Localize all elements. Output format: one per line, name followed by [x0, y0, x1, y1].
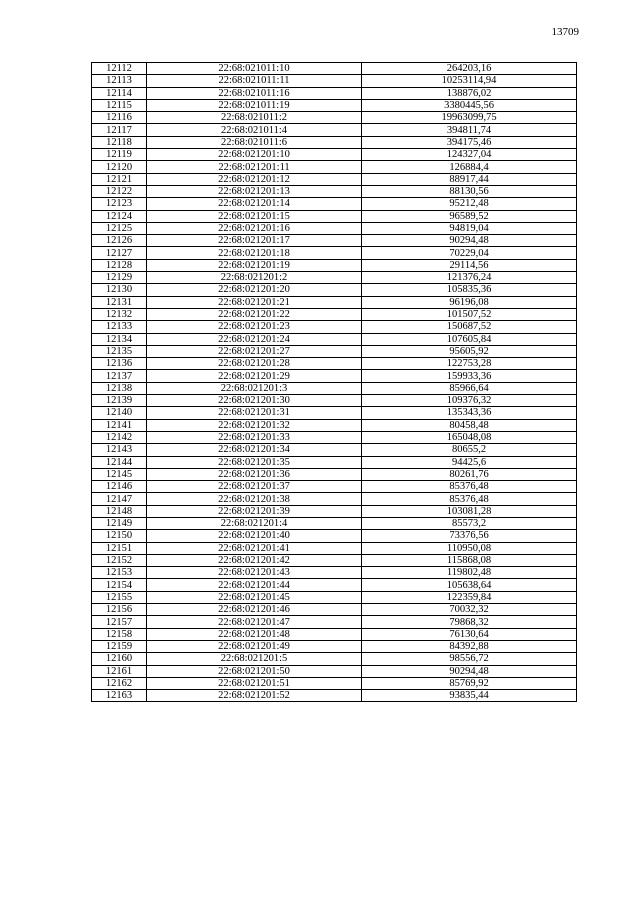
row-number-cell: 12120 [92, 161, 147, 173]
cadastral-number-cell: 22:68:021201:30 [147, 395, 362, 407]
table-row [92, 395, 577, 407]
cadastral-value-cell: 119802,48 [362, 567, 577, 579]
cadastral-number-cell: 22:68:021201:10 [147, 149, 362, 161]
cadastral-number-cell: 22:68:021201:11 [147, 161, 362, 173]
table-row [92, 382, 577, 394]
cadastral-value-cell: 165048,08 [362, 431, 577, 443]
row-number-cell: 12163 [92, 690, 147, 702]
row-number-cell: 12147 [92, 493, 147, 505]
cadastral-value-cell: 88917,44 [362, 173, 577, 185]
table-row [92, 616, 577, 628]
cadastral-number-cell: 22:68:021201:33 [147, 431, 362, 443]
cadastral-value-cell: 85573,2 [362, 517, 577, 529]
cadastral-value-cell: 109376,32 [362, 395, 577, 407]
cadastral-value-cell: 95605,92 [362, 345, 577, 357]
row-number-cell: 12148 [92, 505, 147, 517]
row-number-cell: 12145 [92, 468, 147, 480]
cadastral-value-cell: 84392,88 [362, 640, 577, 652]
cadastral-value-cell: 94819,04 [362, 222, 577, 234]
cadastral-number-cell: 22:68:021201:14 [147, 198, 362, 210]
cadastral-number-cell: 22:68:021011:10 [147, 63, 362, 75]
table-row [92, 321, 577, 333]
row-number-cell: 12116 [92, 112, 147, 124]
cadastral-value-cell: 19963099,75 [362, 112, 577, 124]
cadastral-number-cell: 22:68:021201:43 [147, 567, 362, 579]
row-number-cell: 12125 [92, 222, 147, 234]
table-row [92, 308, 577, 320]
cadastral-number-cell: 22:68:021201:28 [147, 358, 362, 370]
row-number-cell: 12118 [92, 136, 147, 148]
table-row [92, 493, 577, 505]
cadastral-number-cell: 22:68:021201:40 [147, 530, 362, 542]
cadastral-number-cell: 22:68:021201:37 [147, 481, 362, 493]
cadastral-number-cell: 22:68:021201:24 [147, 333, 362, 345]
table-row [92, 87, 577, 99]
table-row [92, 235, 577, 247]
cadastral-number-cell: 22:68:021201:38 [147, 493, 362, 505]
table-row [92, 296, 577, 308]
cadastral-number-cell: 22:68:021201:46 [147, 604, 362, 616]
cadastral-value-cell: 70032,32 [362, 604, 577, 616]
cadastral-value-cell: 122753,28 [362, 358, 577, 370]
cadastral-number-cell: 22:68:021201:51 [147, 677, 362, 689]
row-number-cell: 12119 [92, 149, 147, 161]
row-number-cell: 12151 [92, 542, 147, 554]
table-row [92, 149, 577, 161]
table-row [92, 591, 577, 603]
row-number-cell: 12138 [92, 382, 147, 394]
cadastral-value-cell: 79868,32 [362, 616, 577, 628]
row-number-cell: 12134 [92, 333, 147, 345]
cadastral-number-cell: 22:68:021201:45 [147, 591, 362, 603]
row-number-cell: 12159 [92, 640, 147, 652]
cadastral-number-cell: 22:68:021201:12 [147, 173, 362, 185]
cadastral-value-cell: 110950,08 [362, 542, 577, 554]
cadastral-number-cell: 22:68:021201:50 [147, 665, 362, 677]
cadastral-number-cell: 22:68:021201:32 [147, 419, 362, 431]
row-number-cell: 12115 [92, 99, 147, 111]
page-number: 13709 [551, 26, 579, 38]
table-row [92, 358, 577, 370]
row-number-cell: 12153 [92, 567, 147, 579]
row-number-cell: 12137 [92, 370, 147, 382]
cadastral-value-cell: 96196,08 [362, 296, 577, 308]
cadastral-value-cell: 103081,28 [362, 505, 577, 517]
table-row [92, 185, 577, 197]
cadastral-value-cell: 394175,46 [362, 136, 577, 148]
cadastral-value-cell: 93835,44 [362, 690, 577, 702]
cadastral-number-cell: 22:68:021201:16 [147, 222, 362, 234]
cadastral-number-cell: 22:68:021011:6 [147, 136, 362, 148]
table-row [92, 407, 577, 419]
row-number-cell: 12122 [92, 185, 147, 197]
table-row [92, 259, 577, 271]
table-row [92, 456, 577, 468]
row-number-cell: 12156 [92, 604, 147, 616]
table-row [92, 99, 577, 111]
cadastral-value-cell: 3380445,56 [362, 99, 577, 111]
table-row [92, 690, 577, 702]
table-row [92, 419, 577, 431]
cadastral-number-cell: 22:68:021201:22 [147, 308, 362, 320]
cadastral-value-cell: 70229,04 [362, 247, 577, 259]
row-number-cell: 12162 [92, 677, 147, 689]
cadastral-number-cell: 22:68:021201:17 [147, 235, 362, 247]
row-number-cell: 12112 [92, 63, 147, 75]
table-row [92, 468, 577, 480]
cadastral-value-cell: 121376,24 [362, 272, 577, 284]
table-row [92, 530, 577, 542]
cadastral-number-cell: 22:68:021011:2 [147, 112, 362, 124]
table-row [92, 173, 577, 185]
table-row [92, 198, 577, 210]
cadastral-number-cell: 22:68:021201:23 [147, 321, 362, 333]
cadastral-value-cell: 85376,48 [362, 493, 577, 505]
row-number-cell: 12135 [92, 345, 147, 357]
table-row [92, 604, 577, 616]
row-number-cell: 12160 [92, 653, 147, 665]
row-number-cell: 12124 [92, 210, 147, 222]
cadastral-number-cell: 22:68:021201:27 [147, 345, 362, 357]
row-number-cell: 12142 [92, 431, 147, 443]
cadastral-value-cell: 107605,84 [362, 333, 577, 345]
cadastral-value-cell: 10253114,94 [362, 75, 577, 87]
row-number-cell: 12123 [92, 198, 147, 210]
table-row [92, 112, 577, 124]
row-number-cell: 12114 [92, 87, 147, 99]
row-number-cell: 12154 [92, 579, 147, 591]
table-row [92, 567, 577, 579]
table-row [92, 640, 577, 652]
table-row [92, 444, 577, 456]
cadastral-value-cell: 80261,76 [362, 468, 577, 480]
row-number-cell: 12140 [92, 407, 147, 419]
cadastral-value-cell: 124327,04 [362, 149, 577, 161]
cadastral-value-cell: 105835,36 [362, 284, 577, 296]
cadastral-number-cell: 22:68:021201:13 [147, 185, 362, 197]
table-row [92, 542, 577, 554]
cadastral-value-cell: 85966,64 [362, 382, 577, 394]
cadastral-value-cell: 105638,64 [362, 579, 577, 591]
row-number-cell: 12126 [92, 235, 147, 247]
row-number-cell: 12121 [92, 173, 147, 185]
cadastral-number-cell: 22:68:021201:18 [147, 247, 362, 259]
table-row [92, 505, 577, 517]
table-row [92, 517, 577, 529]
row-number-cell: 12155 [92, 591, 147, 603]
table-row [92, 272, 577, 284]
cadastral-number-cell: 22:68:021201:5 [147, 653, 362, 665]
cadastral-number-cell: 22:68:021011:19 [147, 99, 362, 111]
table-row [92, 333, 577, 345]
table-row [92, 284, 577, 296]
cadastral-number-cell: 22:68:021201:29 [147, 370, 362, 382]
table-row [92, 247, 577, 259]
cadastral-value-cell: 138876,02 [362, 87, 577, 99]
cadastral-value-cell: 150687,52 [362, 321, 577, 333]
table-row [92, 222, 577, 234]
row-number-cell: 12130 [92, 284, 147, 296]
table-row [92, 628, 577, 640]
row-number-cell: 12141 [92, 419, 147, 431]
cadastral-number-cell: 22:68:021201:19 [147, 259, 362, 271]
cadastral-value-cell: 90294,48 [362, 235, 577, 247]
cadastral-value-table [91, 62, 577, 702]
cadastral-number-cell: 22:68:021201:44 [147, 579, 362, 591]
cadastral-value-cell: 85376,48 [362, 481, 577, 493]
cadastral-number-cell: 22:68:021011:11 [147, 75, 362, 87]
cadastral-number-cell: 22:68:021201:48 [147, 628, 362, 640]
cadastral-number-cell: 22:68:021201:4 [147, 517, 362, 529]
table-row [92, 653, 577, 665]
row-number-cell: 12132 [92, 308, 147, 320]
cadastral-value-cell: 80458,48 [362, 419, 577, 431]
table-row [92, 63, 577, 75]
cadastral-value-cell: 88130,56 [362, 185, 577, 197]
cadastral-number-cell: 22:68:021201:52 [147, 690, 362, 702]
row-number-cell: 12133 [92, 321, 147, 333]
cadastral-number-cell: 22:68:021201:39 [147, 505, 362, 517]
table-row [92, 75, 577, 87]
row-number-cell: 12139 [92, 395, 147, 407]
cadastral-value-cell: 126884,4 [362, 161, 577, 173]
cadastral-value-cell: 159933,36 [362, 370, 577, 382]
table-row [92, 579, 577, 591]
row-number-cell: 12143 [92, 444, 147, 456]
table-body [92, 63, 577, 702]
cadastral-number-cell: 22:68:021201:3 [147, 382, 362, 394]
cadastral-number-cell: 22:68:021201:41 [147, 542, 362, 554]
row-number-cell: 12127 [92, 247, 147, 259]
cadastral-number-cell: 22:68:021201:31 [147, 407, 362, 419]
row-number-cell: 12144 [92, 456, 147, 468]
cadastral-value-cell: 29114,56 [362, 259, 577, 271]
row-number-cell: 12131 [92, 296, 147, 308]
row-number-cell: 12157 [92, 616, 147, 628]
row-number-cell: 12136 [92, 358, 147, 370]
cadastral-value-cell: 135343,36 [362, 407, 577, 419]
row-number-cell: 12161 [92, 665, 147, 677]
table-row [92, 431, 577, 443]
table-row [92, 677, 577, 689]
cadastral-value-cell: 85769,92 [362, 677, 577, 689]
table-row [92, 665, 577, 677]
row-number-cell: 12158 [92, 628, 147, 640]
cadastral-value-cell: 80655,2 [362, 444, 577, 456]
cadastral-value-cell: 94425,6 [362, 456, 577, 468]
cadastral-number-cell: 22:68:021011:16 [147, 87, 362, 99]
row-number-cell: 12129 [92, 272, 147, 284]
row-number-cell: 12117 [92, 124, 147, 136]
cadastral-value-cell: 394811,74 [362, 124, 577, 136]
cadastral-value-cell: 95212,48 [362, 198, 577, 210]
row-number-cell: 12152 [92, 554, 147, 566]
cadastral-number-cell: 22:68:021201:20 [147, 284, 362, 296]
cadastral-value-cell: 96589,52 [362, 210, 577, 222]
cadastral-value-cell: 264203,16 [362, 63, 577, 75]
table-row [92, 481, 577, 493]
cadastral-value-cell: 73376,56 [362, 530, 577, 542]
cadastral-number-cell: 22:68:021201:15 [147, 210, 362, 222]
cadastral-number-cell: 22:68:021201:36 [147, 468, 362, 480]
cadastral-number-cell: 22:68:021201:34 [147, 444, 362, 456]
cadastral-number-cell: 22:68:021201:2 [147, 272, 362, 284]
row-number-cell: 12113 [92, 75, 147, 87]
cadastral-value-cell: 101507,52 [362, 308, 577, 320]
cadastral-number-cell: 22:68:021011:4 [147, 124, 362, 136]
table-row [92, 124, 577, 136]
cadastral-value-cell: 122359,84 [362, 591, 577, 603]
table-row [92, 345, 577, 357]
table-row [92, 210, 577, 222]
table-row [92, 370, 577, 382]
table-row [92, 136, 577, 148]
cadastral-value-cell: 115868,08 [362, 554, 577, 566]
cadastral-value-cell: 98556,72 [362, 653, 577, 665]
cadastral-number-cell: 22:68:021201:47 [147, 616, 362, 628]
row-number-cell: 12150 [92, 530, 147, 542]
cadastral-number-cell: 22:68:021201:35 [147, 456, 362, 468]
cadastral-value-cell: 76130,64 [362, 628, 577, 640]
row-number-cell: 12128 [92, 259, 147, 271]
cadastral-number-cell: 22:68:021201:21 [147, 296, 362, 308]
cadastral-number-cell: 22:68:021201:49 [147, 640, 362, 652]
row-number-cell: 12149 [92, 517, 147, 529]
cadastral-number-cell: 22:68:021201:42 [147, 554, 362, 566]
row-number-cell: 12146 [92, 481, 147, 493]
cadastral-value-cell: 90294,48 [362, 665, 577, 677]
table-row [92, 554, 577, 566]
table-row [92, 161, 577, 173]
